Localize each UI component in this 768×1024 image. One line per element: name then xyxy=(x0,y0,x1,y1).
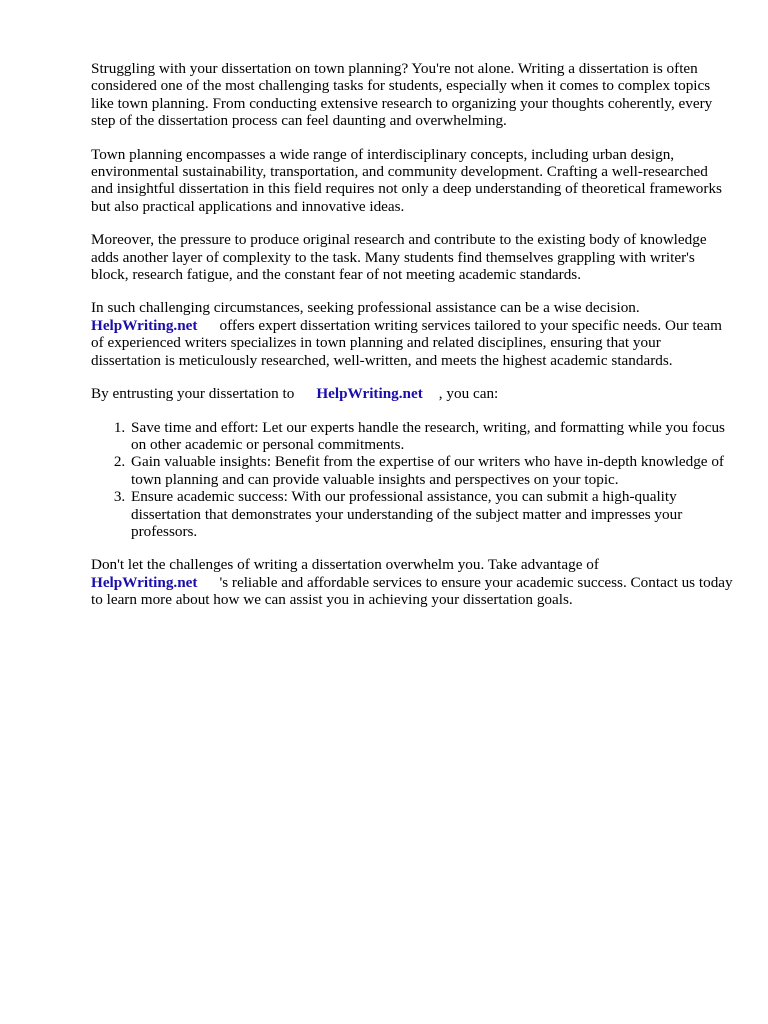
closing-text-before: Don't let the challenges of writing a dissertation overwhelm you. Take advantage of xyxy=(91,556,599,574)
benefits-list xyxy=(91,419,733,541)
entrusting-paragraph xyxy=(91,385,733,402)
town-planning-paragraph: Town planning encompasses a wide range of interdisciplinary concepts, including urban design, environmental sustainability, transportation, and community development. Crafting a well-researched and insightful dissertation in this field requires not only a deep understanding of theoretical frameworks but also practical applications and innovative ideas. xyxy=(91,145,722,215)
list-item: 1. Save time and effort: Let our experts handle the research, writing, and formatting while you focus on other academic or personal commitments. xyxy=(129,419,733,454)
assistance-paragraph xyxy=(91,299,733,369)
pressure-paragraph: Moreover, the pressure to produce original research and contribute to the existing body of knowledge adds another layer of complexity to the task. Many students find themselves grappling with writer's block, research fatigue, and the constant fear of not meeting academic standards. xyxy=(91,231,707,284)
helpwriting-link[interactable]: HelpWriting.net xyxy=(316,385,423,403)
assistance-text-before: In such challenging circumstances, seeking professional assistance can be a wise decision. xyxy=(91,299,640,317)
helpwriting-link[interactable]: HelpWriting.net xyxy=(91,316,198,334)
list-item: 3. Ensure academic success: With our professional assistance, you can submit a high-quality dissertation that demonstrates your understanding of the subject matter and impresses your professors. xyxy=(129,488,733,540)
intro-paragraph: Struggling with your dissertation on town planning? You're not alone. Writing a dissertation is often considered one of the most challenging tasks for students, especially when it comes to complex topics like town planning. From conducting extensive research to organizing your thoughts coherently, every step of the dissertation process can feel daunting and overwhelming. xyxy=(91,60,713,130)
document-page xyxy=(91,60,733,625)
list-item: 2. Gain valuable insights: Benefit from the expertise of our writers who have in-depth knowledge of town planning and can provide valuable insights and perspectives on your topic. xyxy=(129,453,733,488)
entrusting-text-after: , you can: xyxy=(438,385,499,403)
assistance-text-after: offers expert dissertation writing services tailored to your specific needs. Our team of experienced writers specializes in town planning and related disciplines, ensuring that your dissertation is meticulously researched, well-written, and meets the highest academic standards. xyxy=(91,316,722,369)
closing-paragraph xyxy=(91,556,733,608)
helpwriting-link[interactable]: HelpWriting.net xyxy=(91,573,198,591)
entrusting-text-before: By entrusting your dissertation to xyxy=(91,385,295,403)
closing-text-after: 's reliable and affordable services to ensure your academic success. Contact us today to learn more about how we can assist you in achieving your dissertation goals. xyxy=(91,573,733,609)
